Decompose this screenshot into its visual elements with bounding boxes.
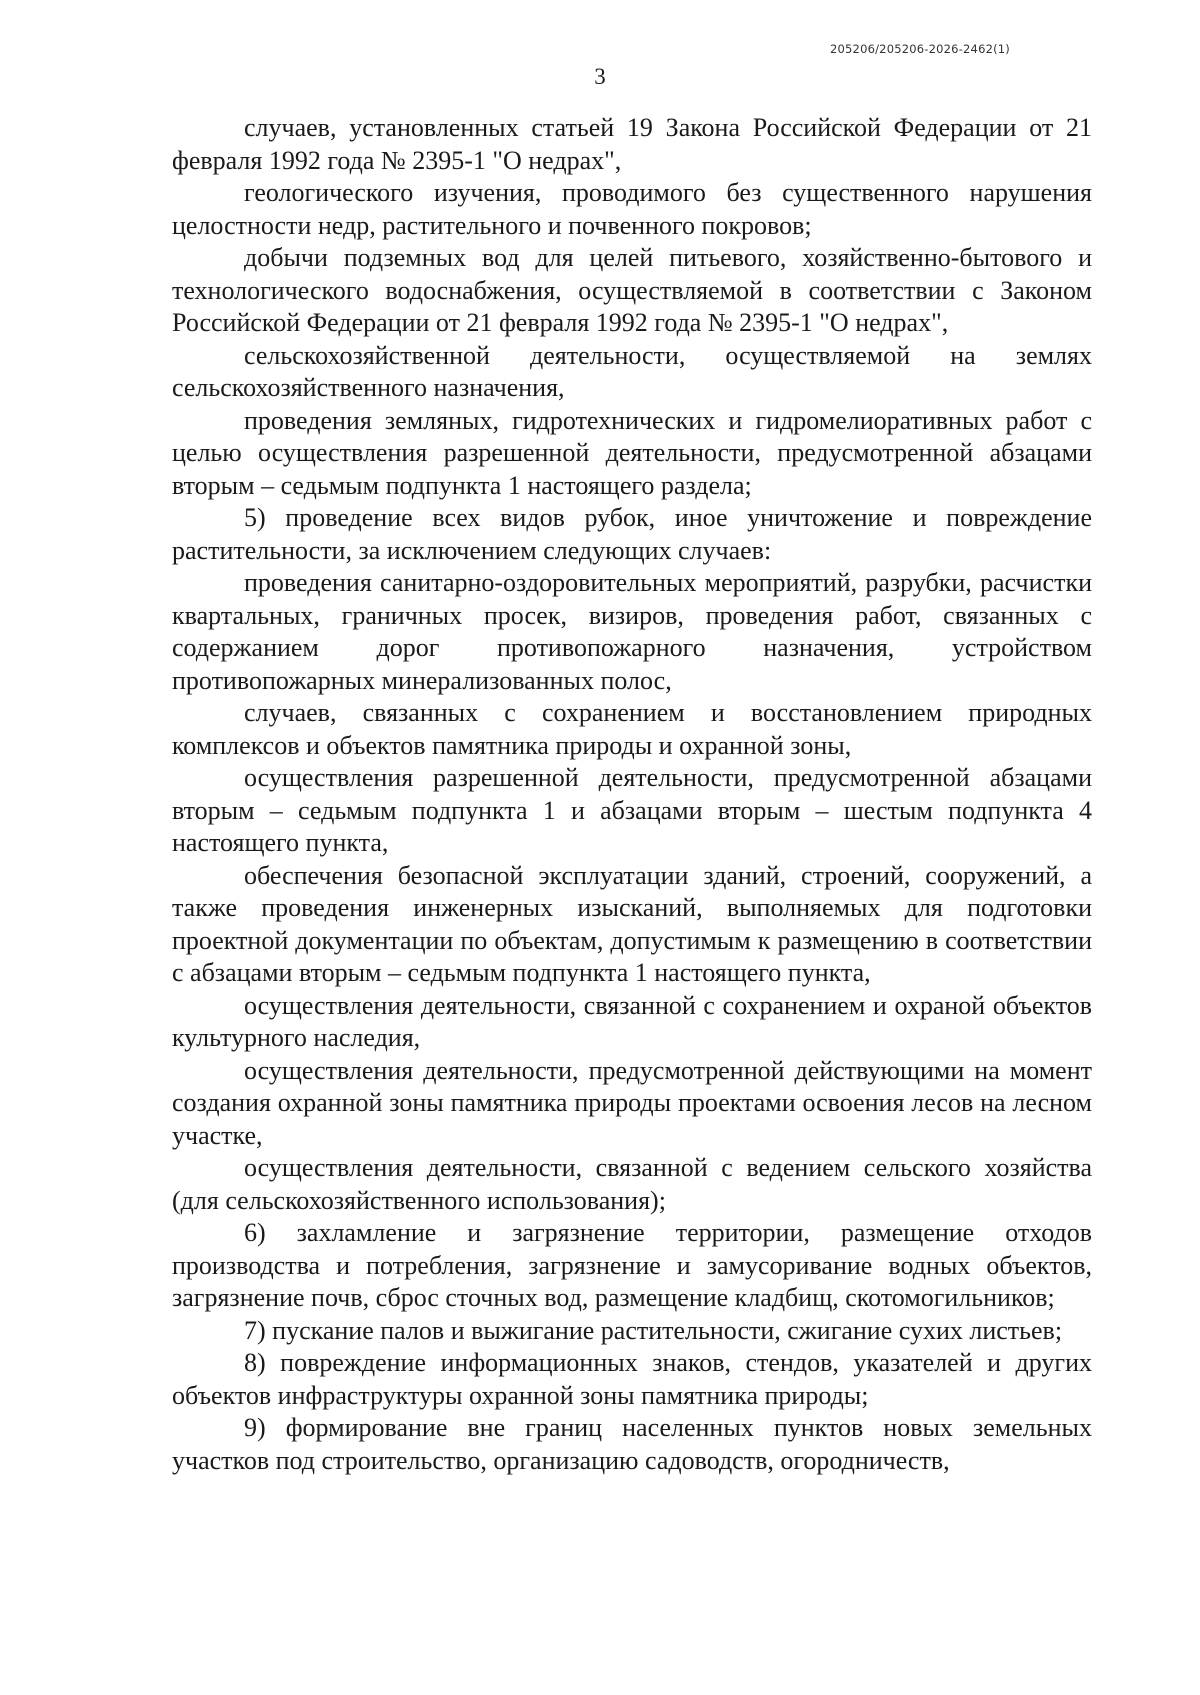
paragraph: осуществления разрешенной деятельности, предусмотренной абзацами вторым – седьмым подпункта 1 и абзацами вторым – шестым подпункта 4 настоящего пункта,	[172, 763, 1092, 857]
page-number: 3	[594, 64, 606, 89]
paragraph: проведения земляных, гидротехнических и гидромелиоративных работ с целью осуществления разрешенной деятельности, предусмотренной абзацами вторым – седьмым подпункта 1 настоящего раздела;	[172, 405, 1092, 500]
document-body	[172, 112, 1092, 1477]
paragraph: 6) захламление и загрязнение территории, размещение отходов производства и потребления, загрязнение и замусоривание водных объектов, загрязнение почв, сброс сточных вод, размещение кладбищ, скотомогильников;	[172, 1218, 1092, 1312]
paragraph: осуществления деятельности, связанной с сохранением и охраной объектов культурного наследия,	[172, 990, 1092, 1052]
paragraph: геологического изучения, проводимого без существенного нарушения целостности недр, растительного и почвенного покровов;	[172, 178, 1092, 240]
paragraph: осуществления деятельности, связанной с ведением сельского хозяйства (для сельскохозяйственного использования);	[172, 1153, 1092, 1215]
paragraph: 9) формирование вне границ населенных пунктов новых земельных участков под строительство, организацию садоводств, огородничеств,	[172, 1413, 1092, 1475]
paragraph: случаев, связанных с сохранением и восстановлением природных комплексов и объектов памятника природы и охранной зоны,	[172, 698, 1092, 760]
paragraph: случаев, установленных статьей 19 Закона Российской Федерации от 21 февраля 1992 года № 2395-1 "О недрах",	[172, 113, 1092, 175]
paragraph: сельскохозяйственной деятельности, осуществляемой на землях сельскохозяйственного назначения,	[172, 340, 1092, 402]
paragraph: 8) повреждение информационных знаков, стендов, указателей и других объектов инфраструктуры охранной зоны памятника природы;	[172, 1348, 1092, 1410]
paragraph: 7) пускание палов и выжигание растительности, сжигание сухих листьев;	[244, 1315, 1063, 1345]
paragraph: осуществления деятельности, предусмотренной действующими на момент создания охранной зоны памятника природы проектами освоения лесов на лесном участке,	[172, 1055, 1092, 1150]
paragraph: проведения санитарно-оздоровительных мероприятий, разрубки, расчистки квартальных, граничных просек, визиров, проведения работ, связанных с содержанием дорог противопожарного назначения, устройством противопожарных минерализованных полос,	[172, 568, 1092, 695]
paragraph: 5) проведение всех видов рубок, иное уничтожение и повреждение растительности, за исключением следующих случаев:	[172, 503, 1092, 565]
paragraph: добычи подземных вод для целей питьевого, хозяйственно-бытового и технологического водоснабжения, осуществляемой в соответствии с Законом Российской Федерации от 21 февраля 1992 года № 2395-1 "О недрах",	[172, 243, 1092, 337]
document-id: 205206/205206-2026-2462(1)	[830, 42, 1010, 56]
paragraph: обеспечения безопасной эксплуатации зданий, строений, сооружений, а также проведения инженерных изысканий, выполняемых для подготовки проектной документации по объектам, допустимым к размещению в соответствии с абзацами вторым – седьмым подпункта 1 настоящего пункта,	[172, 860, 1092, 987]
